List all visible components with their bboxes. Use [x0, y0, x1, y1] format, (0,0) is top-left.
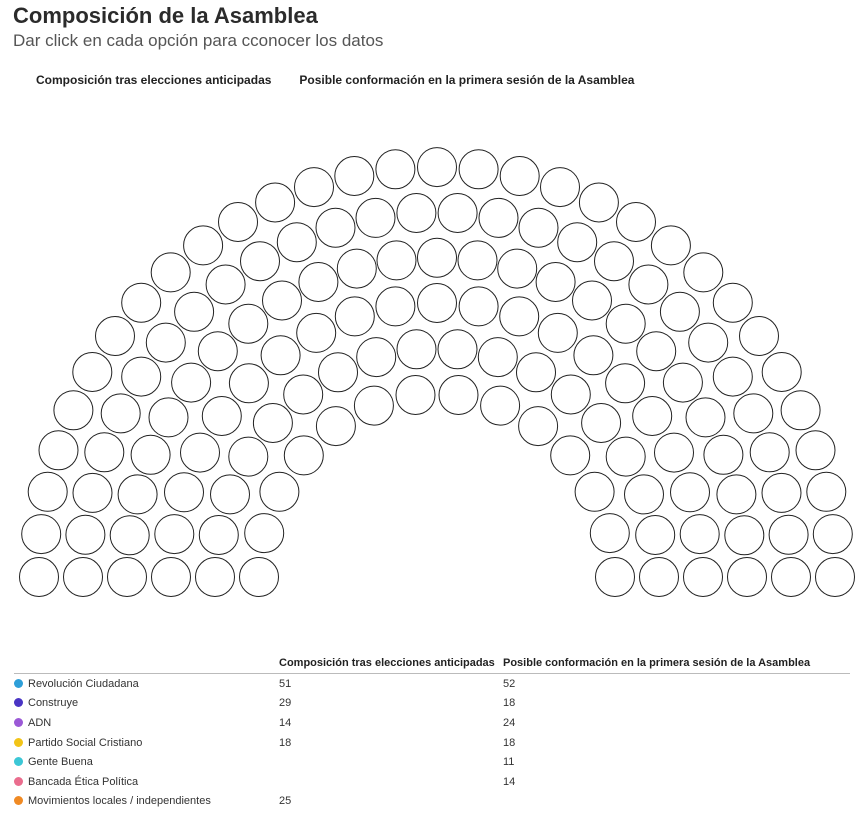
seat-circle[interactable] [284, 436, 323, 475]
seat-circle[interactable] [606, 437, 645, 476]
legend-row [14, 713, 850, 733]
seat-circle[interactable] [39, 431, 78, 470]
seat-circle[interactable] [590, 514, 629, 553]
seat-circle[interactable] [636, 516, 675, 555]
legend-table [14, 655, 850, 811]
seat-circle[interactable] [110, 516, 149, 555]
seat-circle[interactable] [807, 472, 846, 511]
legend-color-dot [14, 757, 23, 766]
seat-circle[interactable] [596, 558, 635, 597]
legend-row [14, 792, 850, 812]
seat-circle[interactable] [517, 353, 556, 392]
seat-circle[interactable] [689, 323, 728, 362]
seat-circle[interactable] [376, 150, 415, 189]
seat-circle[interactable] [206, 265, 245, 304]
seat-circle[interactable] [196, 558, 235, 597]
seat-circle[interactable] [146, 323, 185, 362]
seat-circle[interactable] [684, 558, 723, 597]
seat-circle[interactable] [500, 297, 539, 336]
seat-circle[interactable] [316, 407, 355, 446]
seat-circle[interactable] [655, 433, 694, 472]
legend-party-label: Bancada Ética Política [28, 775, 139, 788]
seat-circle[interactable] [418, 238, 457, 277]
seat-circle[interactable] [20, 558, 59, 597]
seat-circle[interactable] [376, 287, 415, 326]
legend-color-dot [14, 777, 23, 786]
legend-value-primera-sesion [503, 792, 850, 812]
legend-party [14, 792, 279, 812]
seat-circle[interactable] [671, 473, 710, 512]
seat-circle[interactable] [85, 433, 124, 472]
seat-circle[interactable] [299, 263, 338, 302]
legend-party-label: Gente Buena [28, 756, 93, 769]
legend-value-elecciones: 29 [279, 697, 292, 710]
seat-circle[interactable] [260, 472, 299, 511]
seat-circle[interactable] [28, 472, 67, 511]
seat-circle[interactable] [172, 363, 211, 402]
legend-party [14, 713, 279, 733]
seat-circle[interactable] [617, 203, 656, 242]
seat-circle[interactable] [579, 183, 618, 222]
seat-circle[interactable] [337, 249, 376, 288]
seat-circle[interactable] [684, 253, 723, 292]
seat-circle[interactable] [606, 304, 645, 343]
legend-color-dot [14, 679, 23, 688]
seat-circle[interactable] [478, 338, 517, 377]
seat-circle[interactable] [750, 433, 789, 472]
legend-row [14, 674, 850, 694]
seat-circle[interactable] [633, 397, 672, 436]
seat-circle[interactable] [660, 292, 699, 331]
seat-circle[interactable] [680, 515, 719, 554]
seat-circle[interactable] [297, 313, 336, 352]
seat-circle[interactable] [439, 376, 478, 415]
legend-header-party [14, 655, 279, 674]
seat-circle[interactable] [198, 332, 237, 371]
seat-circle[interactable] [261, 336, 300, 375]
page-subtitle: Dar click en cada opción para cconocer los datos [13, 31, 384, 50]
legend-party [14, 733, 279, 753]
seat-circle[interactable] [284, 375, 323, 414]
seat-circle[interactable] [816, 558, 855, 597]
seat-circle[interactable] [165, 473, 204, 512]
seat-circle[interactable] [438, 194, 477, 233]
legend-header-row [14, 655, 850, 674]
seat-circle[interactable] [354, 386, 393, 425]
seat-circle[interactable] [396, 376, 435, 415]
legend-value-elecciones: 18 [279, 736, 292, 749]
seat-circle[interactable] [625, 475, 664, 514]
seat-circle[interactable] [762, 353, 801, 392]
seat-circle[interactable] [211, 475, 250, 514]
legend-header-series-a: Composición tras elecciones anticipadas [279, 655, 503, 674]
seat-circle[interactable] [151, 253, 190, 292]
seat-circle[interactable] [519, 407, 558, 446]
legend-party-label: Construye [28, 697, 79, 710]
seat-circle[interactable] [202, 397, 241, 436]
seat-circle[interactable] [606, 364, 645, 403]
seat-circle[interactable] [769, 515, 808, 554]
seat-circle[interactable] [73, 473, 112, 512]
seat-circle[interactable] [245, 514, 284, 553]
seat-circle[interactable] [762, 473, 801, 512]
seat-circle[interactable] [479, 198, 518, 237]
seat-circle[interactable] [335, 297, 374, 336]
legend-row [14, 752, 850, 772]
seat-circle[interactable] [256, 183, 295, 222]
seat-circle[interactable] [637, 332, 676, 371]
legend-value-elecciones: 51 [279, 677, 292, 690]
seat-circle[interactable] [241, 242, 280, 281]
seat-circle[interactable] [418, 284, 457, 323]
seat-circle[interactable] [175, 292, 214, 331]
seat-circle[interactable] [122, 357, 161, 396]
legend-color-dot [14, 738, 23, 747]
seat-circle[interactable] [122, 283, 161, 322]
page-title: Composición de la Asamblea [13, 3, 318, 28]
seat-circle[interactable] [73, 353, 112, 392]
seat-circle[interactable] [519, 208, 558, 247]
legend-value-primera-sesion: 52 [503, 677, 516, 690]
seat-circle[interactable] [558, 223, 597, 262]
seat-circle[interactable] [740, 317, 779, 356]
seat-circle[interactable] [573, 281, 612, 320]
seat-circle[interactable] [397, 194, 436, 233]
legend-value-primera-sesion: 18 [503, 736, 516, 749]
seat-circle[interactable] [582, 404, 621, 443]
seat-circle[interactable] [772, 558, 811, 597]
seat-circle[interactable] [22, 515, 61, 554]
seat-circle[interactable] [229, 304, 268, 343]
seat-circle[interactable] [149, 398, 188, 437]
legend-value-elecciones: 25 [279, 795, 292, 808]
seat-circle[interactable] [725, 516, 764, 555]
seat-circle[interactable] [253, 404, 292, 443]
seat-circle[interactable] [108, 558, 147, 597]
seat-circle[interactable] [551, 436, 590, 475]
seat-circle[interactable] [629, 265, 668, 304]
tab-composicion-elecciones[interactable]: Composición tras elecciones anticipadas [36, 73, 272, 87]
legend-party-label: Movimientos locales / independientes [28, 795, 211, 808]
seat-circle[interactable] [713, 283, 752, 322]
legend-color-dot [14, 698, 23, 707]
seat-circle[interactable] [551, 375, 590, 414]
legend-party [14, 674, 279, 694]
legend-party [14, 694, 279, 714]
legend-party [14, 772, 279, 792]
seat-circle[interactable] [500, 157, 539, 196]
seat-circle[interactable] [640, 558, 679, 597]
legend-party [14, 752, 279, 772]
seat-circle[interactable] [536, 263, 575, 302]
seat-circle[interactable] [64, 558, 103, 597]
seat-circle[interactable] [229, 364, 268, 403]
legend-value-primera-sesion: 14 [503, 775, 516, 788]
seat-circle[interactable] [131, 435, 170, 474]
seat-circle[interactable] [277, 223, 316, 262]
seat-circle[interactable] [377, 241, 416, 280]
legend-party-label: Revolución Ciudadana [28, 677, 139, 690]
seat-circle[interactable] [781, 391, 820, 430]
seat-circle[interactable] [219, 203, 258, 242]
legend-value-primera-sesion: 18 [503, 697, 516, 710]
seat-circle[interactable] [459, 287, 498, 326]
seat-circle[interactable] [717, 475, 756, 514]
seat-circle[interactable] [734, 394, 773, 433]
seat-circle[interactable] [96, 317, 135, 356]
seat-circle[interactable] [438, 330, 477, 369]
seat-circle[interactable] [541, 168, 580, 207]
seat-circle[interactable] [184, 226, 223, 265]
seat-circle[interactable] [713, 357, 752, 396]
seat-circle[interactable] [240, 558, 279, 597]
seat-circle[interactable] [335, 157, 374, 196]
legend-color-dot [14, 718, 23, 727]
legend-value-elecciones [279, 752, 503, 772]
seat-circle[interactable] [418, 148, 457, 187]
seat-circle[interactable] [481, 386, 520, 425]
seat-circle[interactable] [538, 313, 577, 352]
legend-party-label: ADN [28, 716, 52, 729]
seat-circle[interactable] [397, 330, 436, 369]
seat-circle[interactable] [357, 338, 396, 377]
seat-circle[interactable] [101, 394, 140, 433]
seat-circle[interactable] [459, 150, 498, 189]
seat-circle[interactable] [319, 353, 358, 392]
legend-header-series-b: Posible conformación en la primera sesión de la Asamblea [503, 655, 850, 674]
seat-circle[interactable] [498, 249, 537, 288]
seat-circle[interactable] [458, 241, 497, 280]
seat-circle[interactable] [263, 281, 302, 320]
seat-circle[interactable] [295, 168, 334, 207]
seat-circle[interactable] [651, 226, 690, 265]
seat-circle[interactable] [229, 437, 268, 476]
seat-circle[interactable] [575, 472, 614, 511]
seat-circle[interactable] [356, 198, 395, 237]
seat-circle[interactable] [813, 515, 852, 554]
seat-circle[interactable] [152, 558, 191, 597]
legend-color-dot [14, 796, 23, 805]
seat-circle[interactable] [181, 433, 220, 472]
seat-circle[interactable] [686, 398, 725, 437]
legend-party-label: Partido Social Cristiano [28, 736, 143, 749]
legend-value-elecciones: 14 [279, 716, 292, 729]
seat-circle[interactable] [574, 336, 613, 375]
seat-circle[interactable] [663, 363, 702, 402]
legend-row [14, 694, 850, 714]
tab-primera-sesion[interactable]: Posible conformación en la primera sesión de la Asamblea [299, 73, 635, 87]
seat-circle[interactable] [54, 391, 93, 430]
seat-circle[interactable] [199, 516, 238, 555]
seat-circle[interactable] [728, 558, 767, 597]
seat-circle[interactable] [118, 475, 157, 514]
legend-row [14, 733, 850, 753]
seat-circle[interactable] [316, 208, 355, 247]
seat-circle[interactable] [796, 431, 835, 470]
legend-value-primera-sesion: 24 [503, 716, 516, 729]
seat-circle[interactable] [155, 515, 194, 554]
seat-circle[interactable] [595, 242, 634, 281]
legend-value-primera-sesion: 11 [503, 756, 515, 769]
seat-circle[interactable] [66, 515, 105, 554]
seat-circle[interactable] [704, 435, 743, 474]
legend-row [14, 772, 850, 792]
legend-value-elecciones [279, 772, 503, 792]
